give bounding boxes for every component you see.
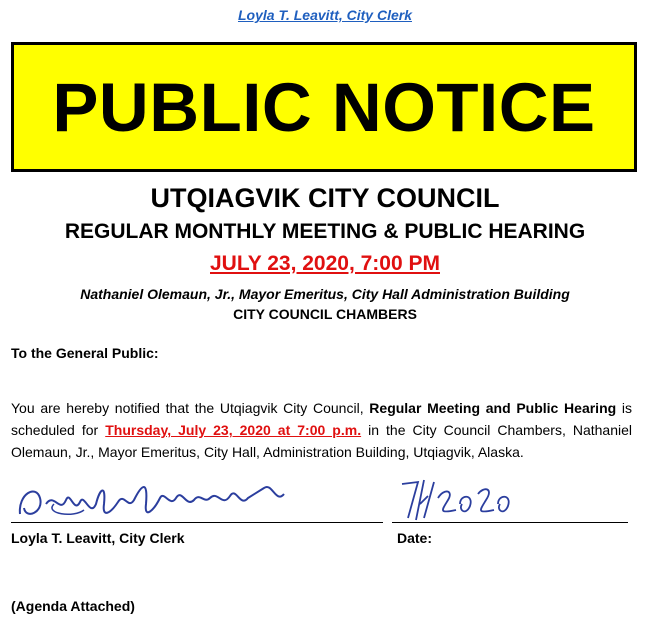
date-line xyxy=(392,522,628,523)
salutation: To the General Public: xyxy=(11,345,159,361)
date-label: Date: xyxy=(397,530,433,546)
public-notice-banner xyxy=(11,42,637,172)
meeting-location: Nathaniel Olemaun, Jr., Mayor Emeritus, City Hall Administration Building xyxy=(80,286,570,302)
agenda-note: (Agenda Attached) xyxy=(11,598,135,614)
notice-bold-meeting: Regular Meeting and Public Hearing xyxy=(369,400,617,416)
notice-text-1: You are hereby notified that the Utqiagvik City Council, xyxy=(11,400,370,416)
signature-image xyxy=(14,474,314,526)
notice-text-2: is scheduled for xyxy=(11,400,633,438)
clerk-link[interactable]: Loyla T. Leavitt, City Clerk xyxy=(237,7,412,23)
meeting-room: CITY COUNCIL CHAMBERS xyxy=(233,306,417,322)
meeting-type-heading: REGULAR MONTHLY MEETING & PUBLIC HEARING xyxy=(64,220,586,243)
signature-line xyxy=(11,522,383,523)
signer-label: Loyla T. Leavitt, City Clerk xyxy=(11,530,185,546)
meeting-date: JULY 23, 2020, 7:00 PM xyxy=(210,252,440,275)
notice-text-3: in the City Council Chambers, Nathaniel Olemaun, Jr., Mayor Emeritus, City Hall, Administration Building, Utqiagvik, Alaska. xyxy=(11,422,633,460)
notice-date-highlight: Thursday, July 23, 2020 at 7:00 p.m. xyxy=(105,422,362,438)
banner-title: PUBLIC NOTICE xyxy=(52,68,596,146)
handwritten-date-image xyxy=(398,474,548,526)
notice-paragraph xyxy=(11,397,632,463)
council-heading: UTQIAGVIK CITY COUNCIL xyxy=(150,183,500,213)
